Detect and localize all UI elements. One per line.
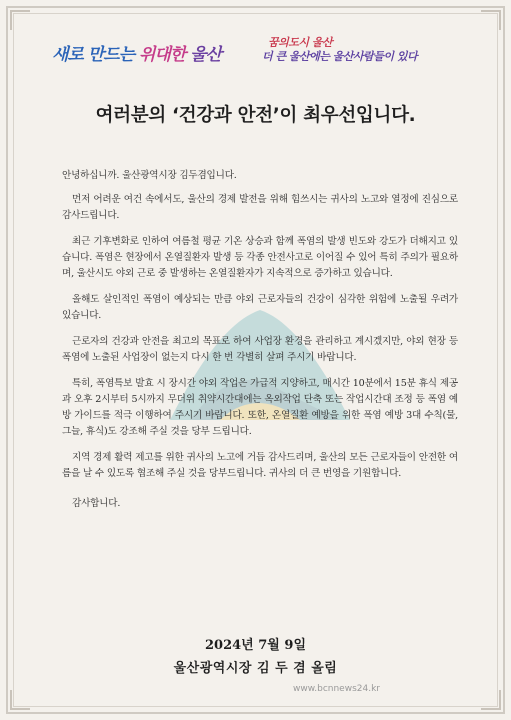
letter-title: 여러분의 ‘건강과 안전’이 최우선입니다.	[95, 105, 416, 126]
paragraph: 올해도 살인적인 폭염이 예상되는 만큼 야외 근로자들의 건강이 심각한 위험에 노출될 우려가 있습니다.	[62, 294, 458, 321]
paragraph: 먼저 어려운 여건 속에서도, 울산의 경제 발전을 위해 힘쓰시는 귀사의 노고와 열정에 진심으로 감사드립니다.	[62, 194, 458, 221]
slogan-logo-left: 새로 만드는 위대한 울산	[52, 45, 221, 65]
corner-ornament	[481, 10, 501, 30]
closing: 감사합니다.	[72, 498, 121, 509]
corner-ornament	[481, 690, 501, 710]
corner-ornament	[10, 10, 30, 30]
signature: 울산광역시장 김 두 겸 올림	[173, 661, 338, 676]
letter-date: 2024년 7월 9일	[205, 638, 306, 653]
greeting: 안녕하십니까. 울산광역시장 김두겸입니다.	[62, 170, 237, 181]
paragraph: 특히, 폭염특보 발효 시 장시간 야외 작업은 가급적 지양하고, 매시간 10분에서 15분 휴식 제공과 오후 2시부터 5시까지 무더위 취약시간대에는 옥외작업 단축 또는 작업시간대 조정 등 폭염 예방 가이드를 적극 이행하여 주시기 바랍니다. 또한, 온열질환 예방을 위한 폭염 예방 3대 수칙(물, 그늘, 휴식)도 강조해 주실 것을 당부 드립니다.	[62, 378, 458, 437]
slogan-logo-right: 꿈의도시 울산 더 큰 울산에는 울산사람들이 있다	[262, 36, 418, 63]
letter-body	[62, 168, 458, 522]
paragraph: 지역 경제 활력 제고를 위한 귀사의 노고에 거듭 감사드리며, 울산의 모든 근로자들이 안전한 여름을 날 수 있도록 협조해 주실 것을 당부드립니다. 귀사의 더 큰 번영을 기원합니다.	[62, 452, 458, 479]
paragraph: 근로자의 건강과 안전을 최고의 목표로 하여 사업장 환경을 관리하고 계시겠지만, 야외 현장 등 폭염에 노출된 사업장이 없는지 다시 한 번 각별히 살펴 주시기 바랍니다.	[62, 336, 458, 363]
corner-ornament	[10, 690, 30, 710]
site-watermark-text: www.bcnnews24.kr	[293, 684, 380, 694]
paragraph: 최근 기후변화로 인하여 여름철 평균 기온 상승과 함께 폭염의 발생 빈도와 강도가 더해지고 있습니다. 폭염은 현장에서 온열질환자 발생 등 각종 안전사고로 이어질 수 있어 특히 주의가 필요하며, 울산시도 야외 근로 중 발생하는 온열질환자가 지속적으로 증가하고 있습니다.	[62, 236, 458, 279]
